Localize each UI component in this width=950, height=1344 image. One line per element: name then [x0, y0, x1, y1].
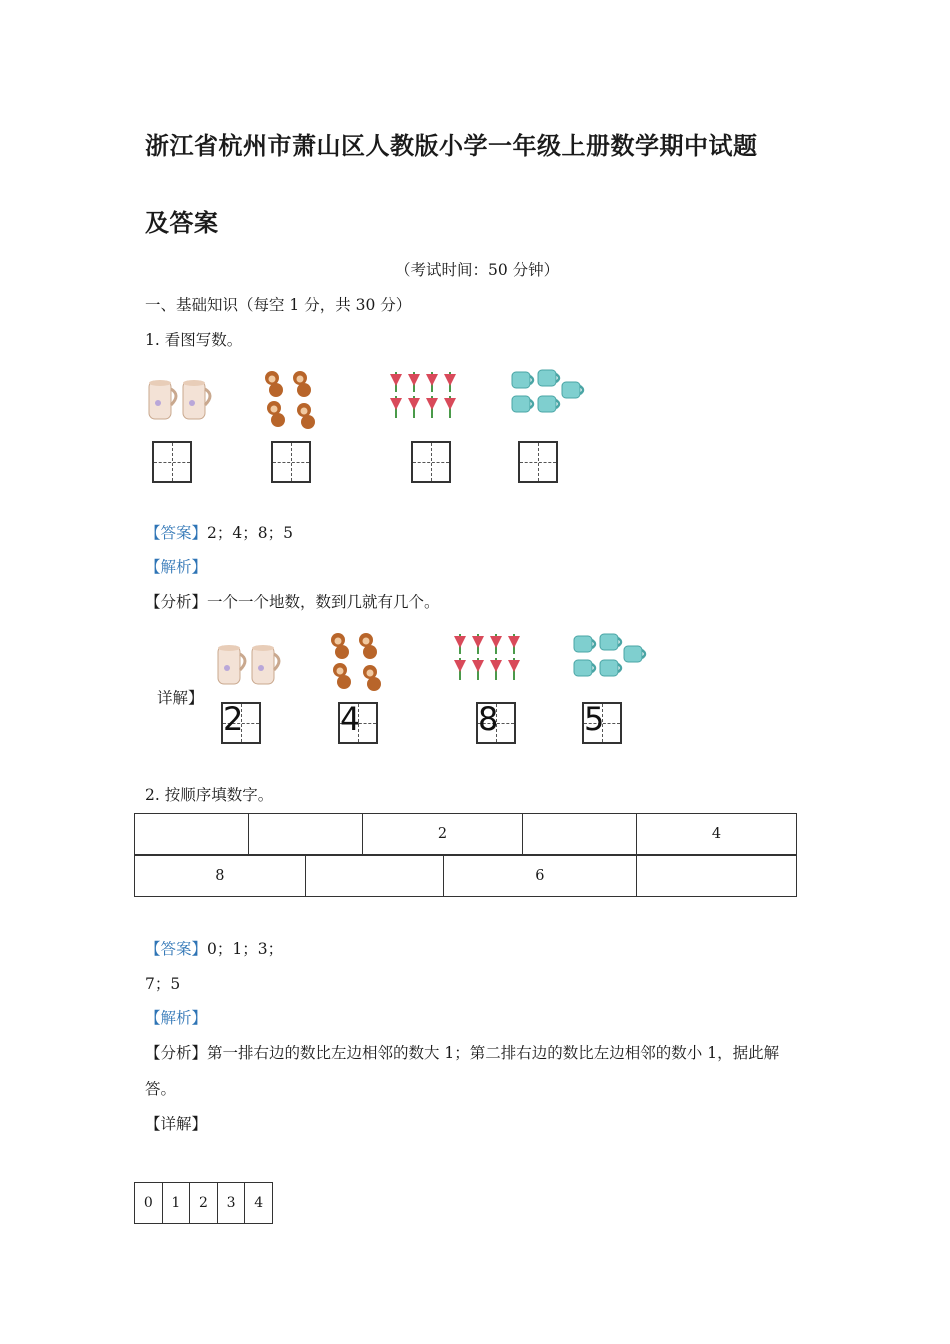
table-cell: 8: [135, 856, 306, 897]
answer-grid-box[interactable]: [271, 441, 311, 483]
answer-grid-box[interactable]: [411, 441, 451, 483]
question-1-heading: 1. 看图写数。: [145, 331, 243, 349]
table-cell[interactable]: [637, 856, 797, 897]
exam-time: （考试时间：50 分钟）: [395, 261, 560, 279]
analysis-text-cont: 答。: [145, 1080, 177, 1098]
detail-label: 详解】: [157, 689, 204, 707]
table-cell: 2: [363, 814, 523, 855]
answer-grid-box[interactable]: [152, 441, 192, 483]
cup-icon: [145, 375, 215, 425]
table-cell: 1: [162, 1183, 190, 1224]
document-title-line2: 及答案: [145, 209, 219, 237]
table-cell: 0: [135, 1183, 163, 1224]
answer-line: [145, 937, 283, 959]
analysis-text: 【分析】一个一个地数，数到几就有几个。: [145, 593, 440, 611]
mug-icon: [508, 368, 588, 418]
table-cell[interactable]: [249, 814, 363, 855]
answer-tag: 【答案】: [145, 940, 208, 958]
sequence-table-row2: [134, 855, 797, 897]
cup-icon: [214, 640, 284, 690]
table-cell: 3: [217, 1183, 245, 1224]
sequence-table-row1: [134, 813, 797, 855]
answer-grid-box: [221, 702, 261, 744]
answer-tag: 【答案】: [145, 524, 208, 542]
document-title-line1: 浙江省杭州市萧山区人教版小学一年级上册数学期中试题: [145, 132, 758, 160]
table-cell: 6: [443, 856, 637, 897]
analysis-tag: 【解析】: [145, 558, 208, 576]
table-row: [135, 856, 797, 897]
table-row: [135, 1183, 273, 1224]
table-cell: 2: [190, 1183, 218, 1224]
answer-text: 2；4；8；5: [207, 524, 293, 542]
plant-icon: [388, 368, 464, 420]
monkey-icon: [260, 368, 326, 434]
table-cell: 4: [637, 814, 797, 855]
answer-digit: 8: [478, 700, 499, 738]
question-2-heading: 2. 按顺序填数字。: [145, 786, 274, 804]
answer-digit: 2: [223, 700, 244, 738]
table-row: [135, 814, 797, 855]
mug-icon: [570, 632, 650, 682]
table-cell[interactable]: [135, 814, 249, 855]
answer-text: 0；1；3；: [207, 940, 284, 958]
table-cell[interactable]: [523, 814, 637, 855]
plant-icon: [452, 630, 528, 682]
table-cell: 4: [245, 1183, 273, 1224]
answer-grid-box: [582, 702, 622, 744]
answer-digit: 4: [340, 700, 361, 738]
table-cell[interactable]: [305, 856, 443, 897]
answer-grid-box: [338, 702, 378, 744]
answer-digit: 5: [584, 700, 605, 738]
answer-line: [145, 521, 293, 543]
detail-table: [134, 1182, 273, 1224]
section-heading: 一、基础知识（每空 1 分，共 30 分）: [145, 296, 412, 314]
answer-line-2: 7；5: [145, 975, 181, 993]
monkey-icon: [326, 630, 392, 696]
answer-grid-box: [476, 702, 516, 744]
analysis-tag: 【解析】: [145, 1009, 208, 1027]
answer-grid-box[interactable]: [518, 441, 558, 483]
detail-label: 【详解】: [145, 1115, 208, 1133]
analysis-text: 【分析】第一排右边的数比左边相邻的数大 1；第二排右边的数比左边相邻的数小 1，据此解: [145, 1044, 780, 1062]
